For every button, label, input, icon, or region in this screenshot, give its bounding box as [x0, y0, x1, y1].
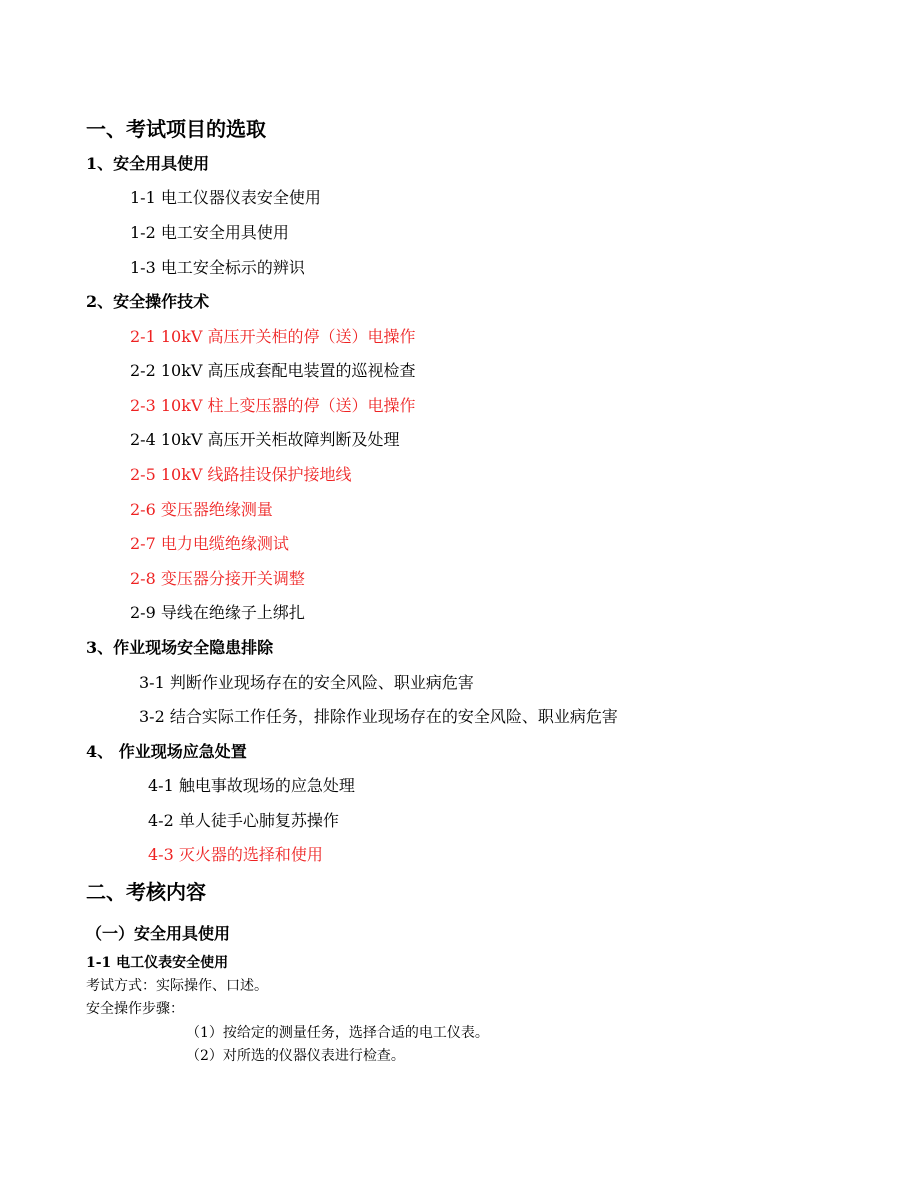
- section-2-subtitle: （一）安全用具使用: [86, 924, 231, 943]
- group-3-heading: 3、作业现场安全隐患排除: [86, 638, 274, 657]
- list-item: 3-1 判断作业现场存在的安全风险、职业病危害: [139, 673, 474, 692]
- list-item: 2-7 电力电缆绝缘测试: [130, 534, 289, 553]
- group-4-heading: 4、 作业现场应急处置: [86, 742, 247, 761]
- list-item: 4-1 触电事故现场的应急处理: [148, 776, 355, 795]
- group-2-heading: 2、安全操作技术: [86, 292, 210, 311]
- list-item: 1-1 电工仪器仪表安全使用: [130, 188, 321, 207]
- group-1-heading: 1、安全用具使用: [86, 154, 210, 173]
- step-item: （1）按给定的测量任务，选择合适的电工仪表。: [186, 1025, 489, 1041]
- list-item: 2-9 导线在绝缘子上绑扎: [130, 603, 305, 622]
- list-item: 2-8 变压器分接开关调整: [130, 569, 305, 588]
- list-item: 2-2 10kV 高压成套配电装置的巡视检查: [130, 361, 416, 380]
- list-item: 2-3 10kV 柱上变压器的停（送）电操作: [130, 396, 416, 415]
- list-item: 2-6 变压器绝缘测量: [130, 500, 273, 519]
- exam-method: 考试方式：实际操作、口述。: [86, 978, 268, 994]
- list-item: 1-2 电工安全用具使用: [130, 223, 289, 242]
- list-item: 2-4 10kV 高压开关柜故障判断及处理: [130, 430, 400, 449]
- item-title: 1-1 电工仪表安全使用: [86, 955, 229, 971]
- list-item: 1-3 电工安全标示的辨识: [130, 258, 305, 277]
- list-item: 2-1 10kV 高压开关柜的停（送）电操作: [130, 327, 416, 346]
- list-item: 2-5 10kV 线路挂设保护接地线: [130, 465, 352, 484]
- section-1-title: 一、考试项目的选取: [86, 117, 266, 141]
- list-item: 3-2 结合实际工作任务，排除作业现场存在的安全风险、职业病危害: [139, 707, 618, 726]
- steps-label: 安全操作步骤：: [86, 1001, 184, 1017]
- section-2-title: 二、考核内容: [86, 880, 206, 904]
- step-item: （2）对所选的仪器仪表进行检查。: [186, 1048, 405, 1064]
- list-item: 4-2 单人徒手心肺复苏操作: [148, 811, 339, 830]
- list-item: 4-3 灭火器的选择和使用: [148, 845, 323, 864]
